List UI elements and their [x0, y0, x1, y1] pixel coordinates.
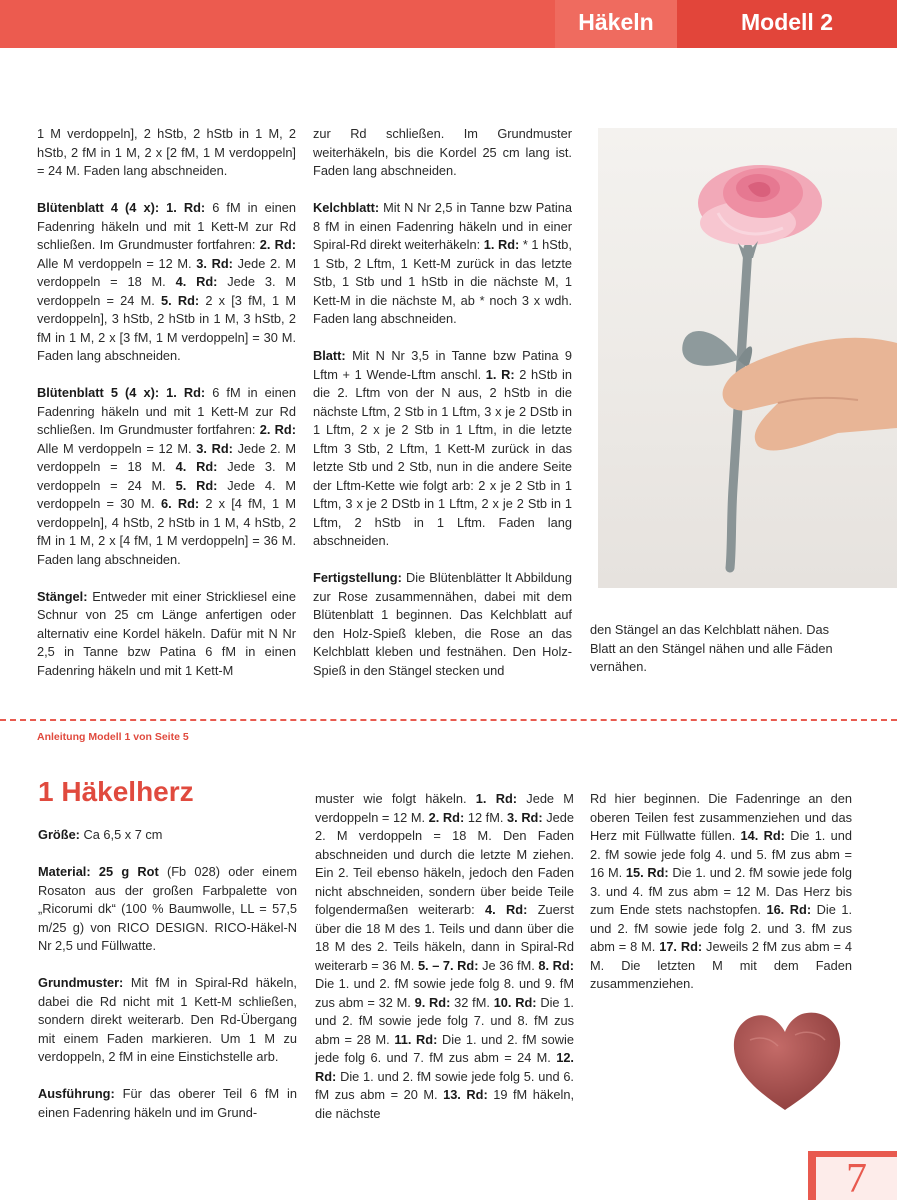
round-label: 3. Rd:	[507, 809, 543, 825]
size-label: Größe:	[38, 827, 80, 842]
paragraph-petal-4	[37, 199, 296, 366]
text: Entweder mit einer Strickliesel eine Schnur von 25 cm Länge anfertigen oder alternativ eine Kordel häkeln. Dafür mit N Nr 2,5 in Tanne bzw Patina 6 fM in einen Fadenring häkeln und mit 1 Kett-M	[37, 588, 296, 678]
text: Die 1. und 2. fM sowie jede folg 2. und 3. fM zus abm = 8 M.	[590, 902, 853, 954]
round-label: 12. Rd:	[315, 1050, 574, 1084]
text: Die 1. und 2. fM sowie jede folg 8. und 9. fM zus abm = 32 M.	[315, 976, 574, 1010]
upper-column-3	[590, 621, 852, 695]
text: Alle M verdoppeln = 12 M.	[37, 440, 197, 456]
text: Jede M verdoppeln = 12 M.	[315, 791, 574, 825]
text: Die 1. und 2. fM sowie jede folg 7. und 8. fM zus abm = 28 M.	[315, 994, 574, 1047]
round-label: 5. – 7. Rd:	[417, 957, 479, 973]
round-label: 4. Rd:	[175, 274, 218, 289]
text: 19 fM häkeln, die nächste	[315, 1087, 574, 1121]
round-label: 1. Rd:	[166, 385, 206, 400]
round-label: 14. Rd:	[740, 828, 785, 843]
paragraph-continuation: den Stängel an das Kelchblatt nähen. Das Blatt an den Stängel nähen und alle Fäden vernähen.	[590, 622, 833, 674]
finishing-label: Fertigstellung:	[313, 570, 402, 585]
round-label: 2. Rd:	[259, 422, 296, 437]
text: Jede 3. M verdoppeln = 24 M.	[37, 459, 296, 493]
text: Für das oberer Teil 6 fM in einen Fadenring häkeln und im Grund-	[38, 1086, 297, 1120]
text: Jede 2. M verdoppeln = 18 M. Den Faden abschneiden und durch die letzte M ziehen. Ein 2. Teil ebenso häkeln, jedoch den Faden nicht abschneiden, sondern über beide Teile folgendermaßen weiterarb:	[315, 809, 574, 917]
text: Die 1. und 2. fM sowie jede folg 3. und 4. fM zus abm = 12 M. Das Herz bis zum Ende stets nachstopfen.	[590, 865, 853, 917]
text: Zuerst über die 18 M des 1. Teils und dann über die 18 M des 2. Teils häkeln, dann in Spiral-Rd weiterarb = 36 M.	[315, 902, 574, 973]
text: Je 36 fM.	[478, 957, 539, 973]
text: Die 1. und 2. fM sowie jede folg 5. und 6. fM zus abm = 20 M.	[315, 1068, 574, 1102]
round-label: 8. Rd:	[538, 957, 574, 973]
model-label: Modell 2	[677, 0, 897, 48]
text: Ca 6,5 x 7 cm	[79, 827, 163, 842]
paragraph-size	[38, 826, 297, 845]
text: Jeweils 2 fM zus abm = 4 M. Die letzten M mit dem Faden zusammenziehen.	[590, 939, 852, 991]
text: 2 hStb in die 2. Lftm von der N aus, 2 hStb in die nächste Lftm, 2 Stb in 1 Lftm, 3 x je 2 DStb in 1 Lftm, 2 x je 2 Stb in 1 Lftm, in die letzte Lftm 3 Stb, 2 Lftm, 1 Kett-M zurück in das letzte Stb und 2 Stb, nun in die andere Seite der Lftm-Kette wie folgt arb: 2 x je 2 Stb in 1 Lftm, 3 x je 2 DStb in 1 Lftm, 2 x je 2 Stb in 1 Lftm, 2 hStb in 1 Lftm. Faden lang abschneiden.	[313, 366, 573, 548]
round-label: 3. Rd:	[196, 440, 233, 456]
text: muster wie folgt häkeln.	[315, 791, 476, 806]
round-label: 1. Rd:	[483, 237, 520, 252]
leaf-label: Blatt:	[313, 348, 346, 363]
petal-4-label: Blütenblatt 4 (4 x):	[37, 200, 160, 215]
round-label: 11. Rd:	[394, 1031, 438, 1047]
heart-photo	[720, 1000, 850, 1120]
rose-photo	[598, 128, 897, 588]
header-bar	[0, 0, 897, 48]
round-label: 16. Rd:	[766, 902, 812, 917]
round-label: 2. Rd:	[428, 809, 465, 825]
text: 2 x [3 fM, 1 M verdoppeln], 3 hStb, 2 hStb in 1 M, 3 hStb, 2 fM in 1 M, 2 x [3 fM, 1 M verdoppeln] = 30 M. Faden lang abschneiden.	[37, 292, 296, 363]
rose-illustration	[598, 128, 897, 588]
paragraph-continuation: 1 M verdoppeln], 2 hStb, 2 hStb in 1 M, 2 hStb, 2 fM in 1 M, 2 x [2 fM, 1 M verdoppeln] = 24 M. Faden lang abschneiden.	[37, 126, 296, 178]
text: Die 1. und 2. fM sowie jede folg 4. und 5. fM zus abm = 16 M.	[590, 828, 852, 880]
lower-column-1	[38, 826, 297, 1141]
round-label: 5. Rd:	[160, 292, 200, 308]
text: Mit N Nr 2,5 in Tanne bzw Patina 8 fM in einen Fadenring häkeln und in einer Spiral-Rd direkt weiterhäkeln:	[313, 200, 572, 252]
round-label: 17. Rd:	[659, 939, 703, 954]
calyx-label: Kelchblatt:	[313, 200, 380, 215]
pattern-label: Grundmuster:	[38, 975, 124, 990]
row-label: 1. R:	[485, 366, 515, 382]
round-label: 1. Rd:	[475, 791, 518, 806]
text: 12 fM.	[464, 809, 508, 825]
page-number: 7	[816, 1157, 897, 1200]
page-number-box	[808, 1151, 897, 1200]
text: Die 1. und 2. fM sowie jede folg 6. und 7. fM zus abm = 24 M.	[315, 1031, 574, 1065]
text: Mit N Nr 3,5 in Tanne bzw Patina 9 Lftm + 1 Wende-Lftm anschl.	[313, 348, 572, 382]
round-label: 2. Rd:	[259, 237, 296, 252]
text: (Fb 028) oder einem Rosaton aus der großen Farbpalette von „Ricorumi dk“ (100 % Baumwolle, LL = 57,5 m/25 g) von RICO DESIGN. RICO-Häkel-N Nr 2,5 und Füllwatte.	[38, 864, 297, 953]
text: Rd hier beginnen. Die Fadenringe an den oberen Teilen fest zusammenziehen und das Herz mit Füllwatte füllen.	[590, 791, 852, 843]
text: Die Blütenblätter lt Abbildung zur Rose zusammennähen, dabei mit dem Blütenblatt 1 beginnen. Das Kelchblatt auf den Holz-Spieß kleben, die Rose an das Kelchblatt kleben und festnähen. Den Holz-Spieß in den Stängel stecken und	[313, 570, 572, 678]
stem-label: Stängel:	[37, 588, 88, 604]
paragraph-execution	[38, 1085, 297, 1122]
round-label: 1. Rd:	[166, 200, 206, 215]
round-label: 10. Rd:	[493, 994, 537, 1010]
text: 2 x [4 fM, 1 M verdoppeln], 4 hStb, 2 hStb in 1 M, 4 hStb, 2 fM in 1 M, 2 x [4 fM, 1 M verdoppeln] = 36 M. Faden lang abschneiden.	[37, 496, 296, 567]
section-label: Häkeln	[555, 0, 677, 48]
round-label: 6. Rd:	[160, 496, 200, 511]
paragraph-finishing	[313, 569, 572, 680]
text: Jede 2. M verdoppeln = 18 M.	[37, 255, 297, 289]
lower-column-2	[315, 790, 574, 1142]
paragraph-rounds	[315, 790, 574, 1123]
text: * 1 hStb, 1 Stb, 2 Lftm, 1 Kett-M zurück in das letzte Stb, 1 Stb und 1 hStb in die nächste M, 1 Kett-M in die nächste M, ab * noch 3 x wdh. Faden lang abschneiden.	[313, 237, 572, 326]
upper-column-1	[37, 125, 296, 699]
text: Jede 4. M verdoppeln = 30 M.	[37, 477, 296, 511]
text: Jede 3. M verdoppeln = 24 M.	[37, 274, 296, 308]
reference-note: Anleitung Modell 1 von Seite 5	[37, 731, 189, 743]
round-label: 9. Rd:	[414, 994, 451, 1010]
round-label: 5. Rd:	[175, 477, 218, 493]
text: Mit fM in Spiral-Rd häkeln, dabei die Rd nicht mit 1 Kett-M schließen, sondern direkt weiterarb. Den Rd-Übergang mit einem Faden markieren. Um 1 M zu verdoppeln, 2 fM in eine Einstichstelle arb.	[38, 975, 297, 1064]
paragraph-pattern	[38, 974, 297, 1067]
execution-label: Ausführung:	[38, 1086, 115, 1101]
section-divider	[0, 719, 897, 721]
petal-5-label: Blütenblatt 5 (4 x):	[37, 385, 160, 400]
paragraph-petal-5	[37, 384, 296, 569]
paragraph-calyx	[313, 199, 572, 329]
paragraph-continuation: zur Rd schließen. Im Grundmuster weiterhäkeln, bis die Kordel 25 cm lang ist. Faden lang abschneiden.	[313, 126, 572, 178]
round-label: 15. Rd:	[625, 865, 669, 880]
paragraph-material	[38, 863, 297, 956]
round-label: 13. Rd:	[443, 1087, 488, 1102]
text: Alle M verdoppeln = 12 M.	[37, 255, 197, 271]
text: Jede 2. M verdoppeln = 18 M.	[37, 440, 297, 474]
heart-illustration	[720, 1000, 850, 1120]
paragraph-rounds	[590, 790, 852, 994]
round-label: 4. Rd:	[485, 902, 528, 917]
text: 6 fM in einen Fadenring häkeln und mit 1 Kett-M zur Rd schließen. Im Grundmuster fortfahren:	[37, 200, 296, 252]
text: 6 fM in einen Fadenring häkeln und mit 1 Kett-M zur Rd schließen. Im Grundmuster fortfahren:	[37, 385, 296, 437]
round-label: 4. Rd:	[175, 459, 218, 474]
material-label: Material: 25 g Rot	[38, 864, 159, 879]
text: 32 fM.	[450, 994, 494, 1010]
round-label: 3. Rd:	[196, 255, 233, 271]
paragraph-stem	[37, 588, 296, 681]
section-title: 1 Häkelherz	[38, 776, 194, 807]
paragraph-leaf	[313, 347, 572, 551]
lower-column-3	[590, 790, 852, 1012]
upper-column-2	[313, 125, 572, 699]
